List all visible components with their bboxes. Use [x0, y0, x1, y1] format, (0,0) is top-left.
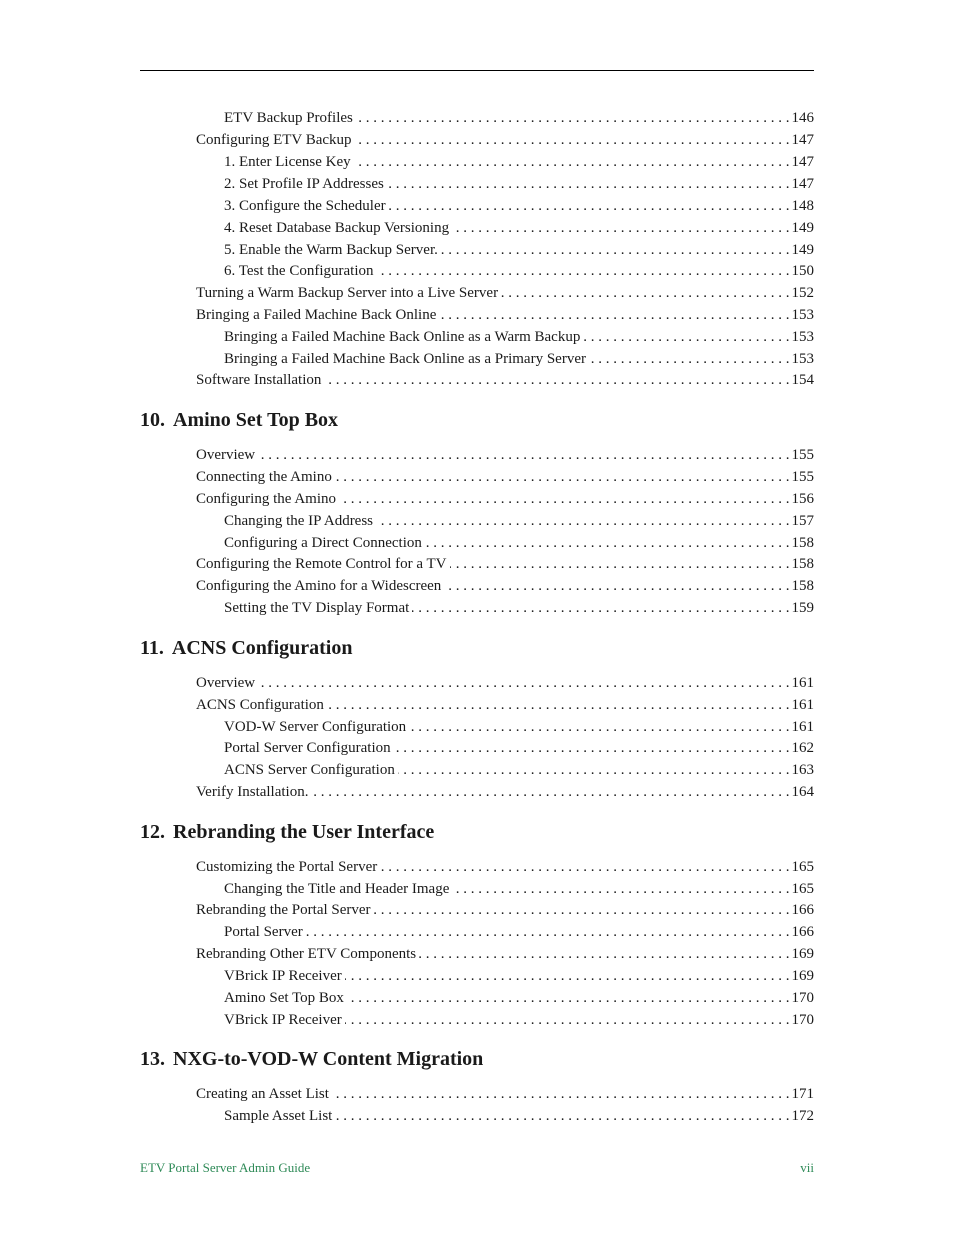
toc-entry[interactable]	[224, 152, 814, 172]
chapter-number: 11.	[140, 637, 164, 659]
dot-leader	[355, 130, 790, 150]
toc-entry-page-number: 153	[791, 307, 814, 323]
toc-entry-page-number: 153	[791, 329, 814, 345]
toc-entry-title: Portal Server Configuration	[224, 740, 391, 756]
toc-entry-title: Rebranding the Portal Server	[196, 902, 371, 918]
toc-entry-title: Configuring the Remote Control for a TV	[196, 556, 447, 572]
toc-entry[interactable]	[224, 738, 814, 758]
toc-entry-page-number: 147	[791, 176, 814, 192]
toc-entry[interactable]	[196, 283, 814, 303]
toc-entry-title: Verify Installation.	[196, 784, 309, 800]
toc-entry-page-number: 161	[791, 719, 814, 735]
toc-entry[interactable]	[224, 240, 814, 260]
toc-entry-page-number: 170	[791, 990, 814, 1006]
toc-entry-title: Rebranding Other ETV Components	[196, 946, 417, 962]
dot-leader	[412, 598, 789, 618]
toc-entry-title: 3. Configure the Scheduler	[224, 198, 386, 214]
dot-leader	[335, 1106, 789, 1126]
dot-leader	[398, 760, 790, 780]
toc-entry-page-number: 149	[791, 220, 814, 236]
dot-leader	[354, 152, 790, 172]
toc-entry[interactable]	[224, 760, 814, 780]
dot-leader	[332, 1084, 790, 1104]
chapter-title: Rebranding the User Interface	[173, 821, 435, 843]
chapter-heading[interactable]	[140, 1046, 483, 1072]
toc-entry-title: Creating an Asset List	[196, 1086, 329, 1102]
toc-entry[interactable]	[196, 554, 814, 574]
dot-leader	[387, 174, 790, 194]
dot-leader	[258, 673, 789, 693]
dot-leader	[389, 196, 790, 216]
toc-entry[interactable]	[196, 695, 814, 715]
toc-entry-page-number: 162	[791, 740, 814, 756]
toc-entry-title: Overview	[196, 675, 256, 691]
toc-entry-title: Overview	[196, 447, 256, 463]
toc-entry-title: Configuring the Amino for a Widescreen	[196, 578, 442, 594]
toc-entry[interactable]	[196, 944, 814, 964]
chapter-title: Amino Set Top Box	[173, 409, 339, 431]
toc-entry[interactable]	[196, 489, 814, 509]
toc-entry-page-number: 158	[791, 535, 814, 551]
dot-leader	[345, 966, 790, 986]
toc-entry-page-number: 150	[791, 263, 814, 279]
toc-entry-page-number: 161	[791, 675, 814, 691]
toc-entry-page-number: 156	[791, 491, 814, 507]
toc-entry[interactable]	[224, 922, 814, 942]
dot-leader	[258, 445, 789, 465]
toc-entry-page-number: 158	[791, 578, 814, 594]
toc-entry-title: 6. Test the Configuration	[224, 263, 374, 279]
toc-entry-title: Sample Asset List	[224, 1108, 333, 1124]
toc-entry-page-number: 149	[791, 242, 814, 258]
toc-entry-page-number: 152	[791, 285, 814, 301]
dot-leader	[339, 489, 790, 509]
toc-entry[interactable]	[196, 782, 814, 802]
toc-entry-page-number: 163	[791, 762, 814, 778]
toc-entry-page-number: 171	[791, 1086, 814, 1102]
toc-entry-page-number: 172	[791, 1108, 814, 1124]
chapter-heading[interactable]	[140, 407, 338, 433]
toc-entry[interactable]	[224, 988, 814, 1008]
toc-entry-page-number: 164	[791, 784, 814, 800]
toc-entry-title: Connecting the Amino	[196, 469, 332, 485]
toc-entry[interactable]	[196, 900, 814, 920]
toc-entry[interactable]	[224, 196, 814, 216]
dot-leader	[335, 467, 790, 487]
dot-leader	[394, 738, 790, 758]
toc-entry-page-number: 147	[791, 132, 814, 148]
toc-entry[interactable]	[224, 218, 814, 238]
dot-leader	[444, 576, 789, 596]
dot-leader	[583, 327, 789, 347]
toc-entry[interactable]	[196, 857, 814, 877]
toc-entry-title: Configuring ETV Backup	[196, 132, 352, 148]
toc-entry-title: Amino Set Top Box	[224, 990, 344, 1006]
dot-leader	[377, 261, 790, 281]
toc-entry-page-number: 165	[791, 859, 814, 875]
toc-entry-page-number: 155	[791, 469, 814, 485]
chapter-title: NXG-to-VOD-W Content Migration	[173, 1048, 484, 1070]
dot-leader	[452, 879, 789, 899]
toc-entry-title: Turning a Warm Backup Server into a Live Server	[196, 285, 499, 301]
toc-entry[interactable]	[224, 1106, 814, 1126]
toc-entry[interactable]	[224, 108, 814, 128]
dot-leader	[452, 218, 789, 238]
toc-entry-page-number: 155	[791, 447, 814, 463]
toc-entry[interactable]	[224, 511, 814, 531]
toc-entry-title: ETV Backup Profiles	[224, 110, 353, 126]
toc-entry-title: 4. Reset Database Backup Versioning	[224, 220, 450, 236]
dot-leader	[589, 349, 790, 369]
toc-entry[interactable]	[196, 673, 814, 693]
dot-leader	[324, 370, 789, 390]
toc-entry[interactable]	[224, 717, 814, 737]
toc-entry-title: Bringing a Failed Machine Back Online	[196, 307, 437, 323]
toc-entry-title: 5. Enable the Warm Backup Server.	[224, 242, 438, 258]
dot-leader	[345, 1010, 790, 1030]
toc-entry-title: Bringing a Failed Machine Back Online as a Primary Server	[224, 351, 586, 367]
toc-entry-title: VOD-W Server Configuration	[224, 719, 407, 735]
toc-entry-page-number: 153	[791, 351, 814, 367]
chapter-heading[interactable]	[140, 819, 434, 845]
toc-entry-title: Changing the IP Address	[224, 513, 374, 529]
toc-entry[interactable]	[196, 130, 814, 150]
toc-entry[interactable]	[224, 349, 814, 369]
dot-leader	[356, 108, 790, 128]
toc-entry-title: Configuring the Amino	[196, 491, 336, 507]
toc-entry-page-number: 148	[791, 198, 814, 214]
toc-entry-title: VBrick IP Receiver	[224, 968, 342, 984]
toc-entry[interactable]	[224, 533, 814, 553]
dot-leader	[441, 240, 790, 260]
toc-entry-title: ACNS Configuration	[196, 697, 324, 713]
toc-entry-title: Portal Server	[224, 924, 303, 940]
dot-leader	[501, 283, 789, 303]
dot-leader	[311, 782, 789, 802]
dot-leader	[380, 857, 789, 877]
toc-entry-page-number: 165	[791, 881, 814, 897]
dot-leader	[450, 554, 790, 574]
toc-entry-title: Configuring a Direct Connection	[224, 535, 422, 551]
toc-entry-title: Software Installation	[196, 372, 322, 388]
toc-entry-page-number: 169	[791, 968, 814, 984]
toc-entry[interactable]	[224, 261, 814, 281]
dot-leader	[327, 695, 790, 715]
toc-entry[interactable]	[196, 1084, 814, 1104]
toc-entry-page-number: 161	[791, 697, 814, 713]
header-rule	[140, 70, 814, 71]
dot-leader	[347, 988, 790, 1008]
toc-entry-title: ACNS Server Configuration	[224, 762, 395, 778]
dot-leader	[439, 305, 789, 325]
chapter-number: 13.	[140, 1048, 165, 1070]
toc-entry[interactable]	[224, 174, 814, 194]
toc-entry-page-number: 158	[791, 556, 814, 572]
dot-leader	[409, 717, 789, 737]
toc-entry-page-number: 170	[791, 1012, 814, 1028]
toc-entry[interactable]	[196, 445, 814, 465]
toc-entry[interactable]	[224, 598, 814, 618]
toc-entry[interactable]	[224, 879, 814, 899]
toc-entry-page-number: 159	[791, 600, 814, 616]
toc-entry[interactable]	[196, 467, 814, 487]
chapter-heading[interactable]	[140, 635, 352, 661]
dot-leader	[425, 533, 790, 553]
toc-entry-title: Setting the TV Display Format	[224, 600, 410, 616]
chapter-number: 12.	[140, 821, 165, 843]
dot-leader	[419, 944, 789, 964]
footer-document-title: ETV Portal Server Admin Guide	[140, 1160, 311, 1175]
toc-entry-title: Changing the Title and Header Image	[224, 881, 450, 897]
toc-entry-page-number: 147	[791, 154, 814, 170]
chapter-number: 10.	[140, 409, 165, 431]
toc-entry-page-number: 166	[791, 924, 814, 940]
toc-entry-page-number: 166	[791, 902, 814, 918]
toc-entry[interactable]	[196, 370, 814, 390]
footer-page-number: vii	[800, 1160, 814, 1175]
toc-entry-page-number: 154	[791, 372, 814, 388]
dot-leader	[306, 922, 790, 942]
toc-entry[interactable]	[224, 1010, 814, 1030]
dot-leader	[376, 511, 789, 531]
toc-entry[interactable]	[196, 305, 814, 325]
toc-entry[interactable]	[224, 327, 814, 347]
toc-entry-title: Customizing the Portal Server	[196, 859, 378, 875]
toc-entry-title: 1. Enter License Key	[224, 154, 351, 170]
toc-entry-page-number: 157	[791, 513, 814, 529]
toc-entry-page-number: 146	[791, 110, 814, 126]
toc-entry-title: 2. Set Profile IP Addresses	[224, 176, 384, 192]
toc-entry[interactable]	[224, 966, 814, 986]
toc-entry-page-number: 169	[791, 946, 814, 962]
toc-entry[interactable]	[196, 576, 814, 596]
toc-entry-title: Bringing a Failed Machine Back Online as a Warm Backup	[224, 329, 581, 345]
dot-leader	[374, 900, 790, 920]
chapter-title: ACNS Configuration	[171, 637, 353, 659]
toc-entry-title: VBrick IP Receiver	[224, 1012, 342, 1028]
